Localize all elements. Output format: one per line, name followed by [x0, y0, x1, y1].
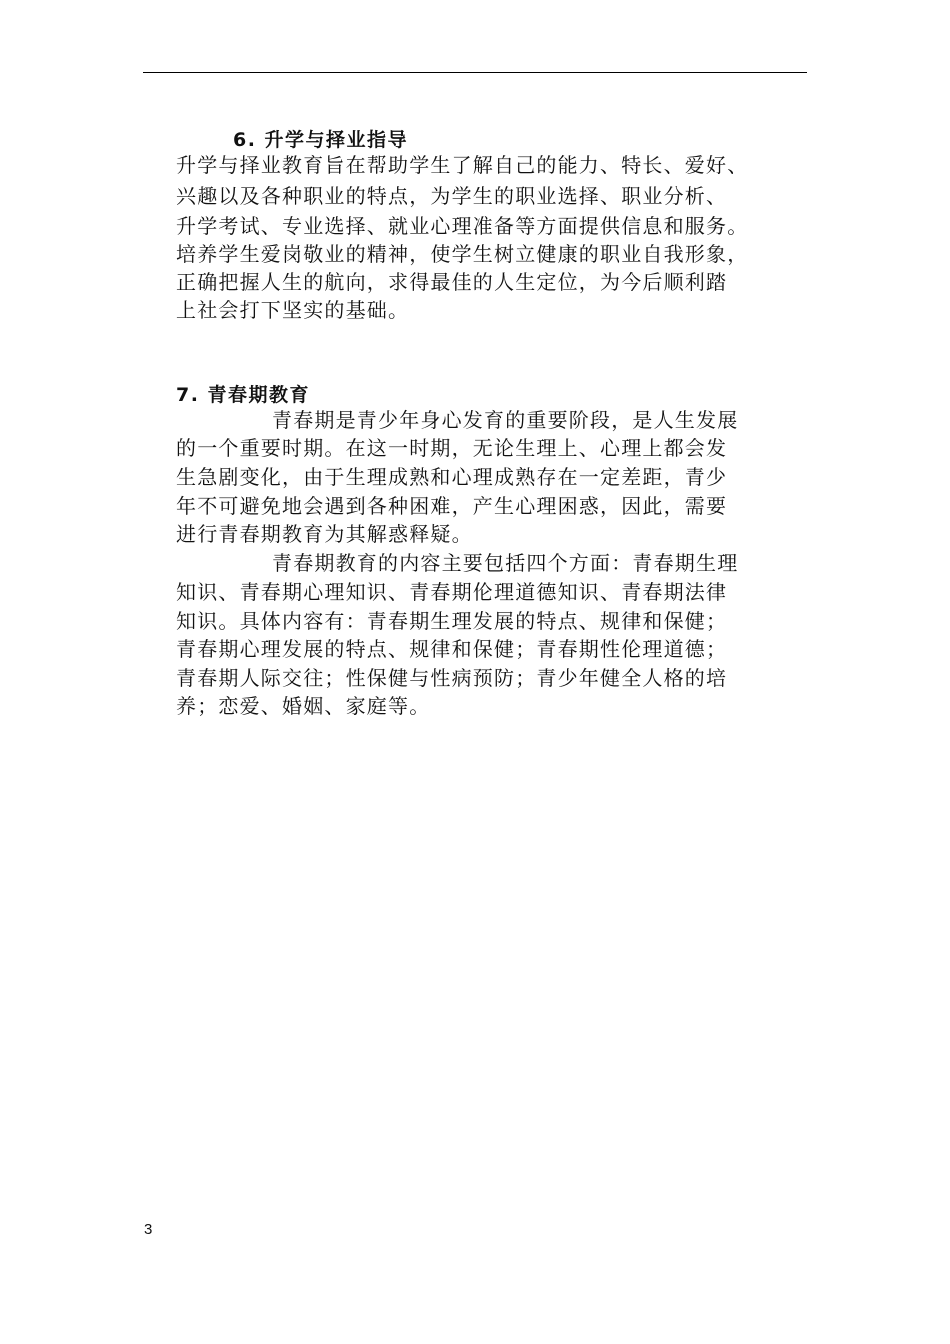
section-7-paragraph-1-line: 进行青春期教育为其解惑释疑。 [176, 522, 473, 546]
section-7-paragraph-2-line: 青春期人际交往；性保健与性病预防；青少年健全人格的培 [176, 666, 728, 690]
section-6-heading: 6. 升学与择业指导 [233, 129, 409, 151]
section-6-line: 兴趣以及各种职业的特点，为学生的职业选择、职业分析、 [176, 184, 728, 208]
section-7-heading: 7. 青春期教育 [176, 384, 311, 406]
section-7-paragraph-2-line: 知识、青春期心理知识、青春期伦理道德知识、青春期法律 [176, 580, 728, 604]
section-6-line: 升学与择业教育旨在帮助学生了解自己的能力、特长、爱好、 [176, 153, 749, 177]
page-number: 3 [144, 1221, 153, 1238]
section-7-paragraph-1-line: 生急剧变化，由于生理成熟和心理成熟存在一定差距，青少 [176, 465, 728, 489]
section-7-paragraph-1-line: 青春期是青少年身心发育的重要阶段，是人生发展 [272, 408, 739, 432]
section-7-paragraph-2-line: 青春期心理发展的特点、规律和保健；青春期性伦理道德； [176, 637, 728, 661]
section-6-line: 正确把握人生的航向，求得最佳的人生定位，为今后顺利踏 [176, 270, 728, 294]
section-6-line: 上社会打下坚实的基础。 [176, 298, 410, 322]
section-7-paragraph-2-line: 养；恋爱、婚姻、家庭等。 [176, 694, 431, 718]
section-6-line: 培养学生爱岗敬业的精神，使学生树立健康的职业自我形象， [176, 242, 749, 266]
section-7-paragraph-1-line: 的一个重要时期。在这一时期，无论生理上、心理上都会发 [176, 436, 728, 460]
section-7-paragraph-2-line: 知识。具体内容有：青春期生理发展的特点、规律和保健； [176, 609, 728, 633]
section-7-paragraph-2-line: 青春期教育的内容主要包括四个方面：青春期生理 [272, 551, 739, 575]
section-7-paragraph-1-line: 年不可避免地会遇到各种困难，产生心理困惑，因此，需要 [176, 494, 728, 518]
header-rule [143, 72, 807, 73]
section-6-line: 升学考试、专业选择、就业心理准备等方面提供信息和服务。 [176, 214, 749, 238]
